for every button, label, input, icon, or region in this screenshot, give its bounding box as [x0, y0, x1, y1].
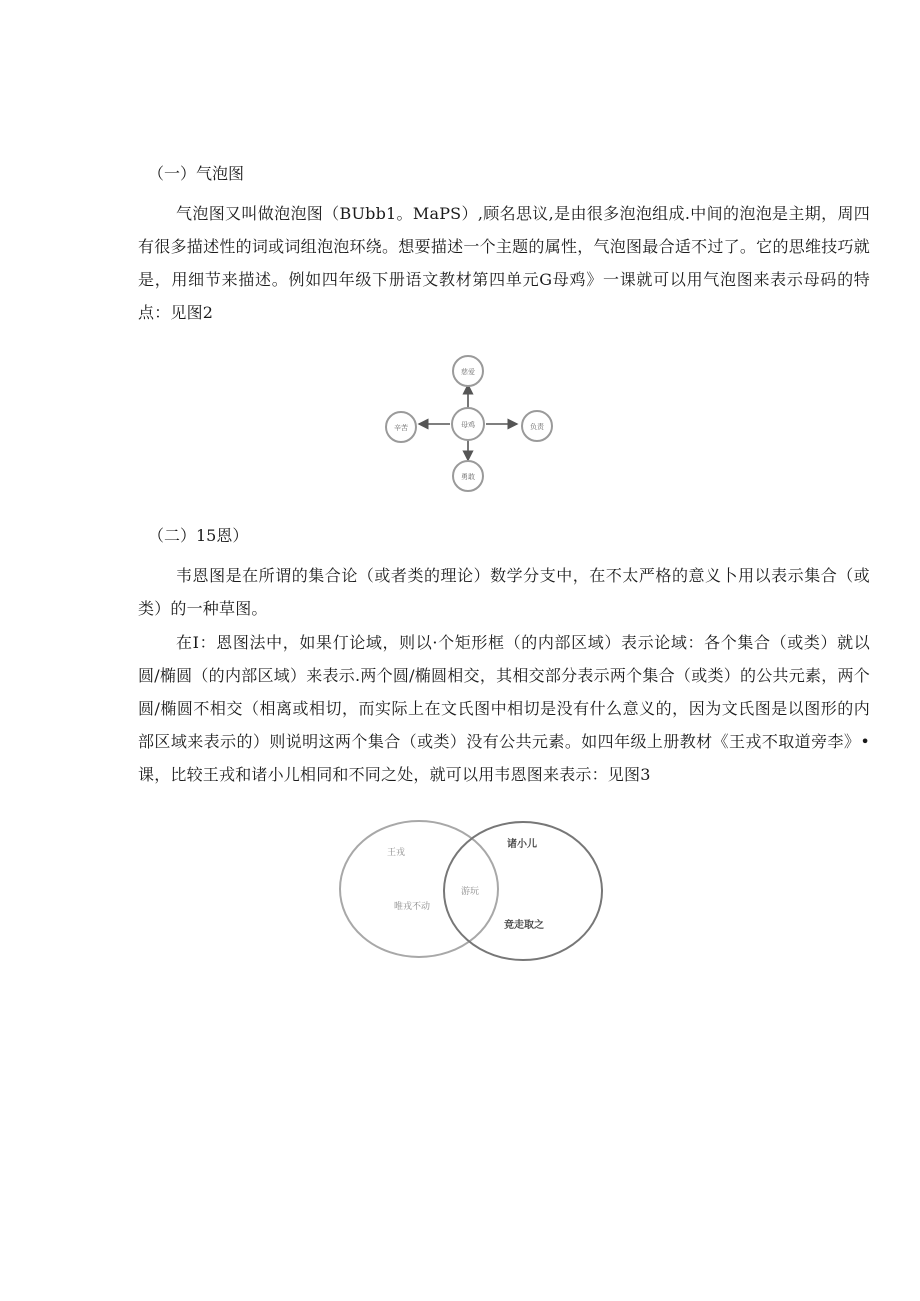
bubble-center: [452, 408, 484, 440]
bubble-map-figure: [374, 352, 574, 497]
section-heading-bubble-map: （一）气泡图: [148, 164, 245, 183]
venn-right-title: 诸小儿: [507, 839, 537, 850]
bubble-top: [453, 356, 483, 386]
bubble-right-label: 负责: [530, 423, 544, 431]
bubble-left: [386, 412, 416, 442]
bubble-bottom: [453, 461, 483, 491]
venn-diagram-figure: [334, 814, 610, 964]
bubble-right: [522, 411, 552, 441]
bubble-map-paragraph: 气泡图又叫做泡泡图（BUbb1。MaPS）,顾名思议,是由很多泡泡组成.中间的泡泡是主期，周四有很多描述性的词或词组泡泡环绕。想要描述一个主题的属性，气泡图最合适不过了。它的思维技巧就是，用细节来描述。例如四年级下册语文教材第四单元G母鸡》一课就可以用气泡图来表示母码的特点：见图2: [138, 204, 870, 322]
bubble-left-label: 辛苦: [394, 424, 408, 432]
venn-center-item: 游玩: [460, 887, 480, 897]
venn-right-item: 竞走取之: [504, 920, 544, 931]
bubble-top-label: 慈爱: [461, 368, 475, 376]
venn-paragraph-1: 韦恩图是在所谓的集合论（或者类的理论）数学分支中，在不太严格的意义卜用以表示集合（或类）的一种草图。: [138, 566, 870, 618]
venn-left-item: 唯戎不动: [393, 902, 431, 912]
bubble-bottom-label: 勇敢: [461, 473, 475, 481]
bubble-center-label: 母鸡: [461, 421, 475, 429]
section-heading-venn: （二）15恩）: [148, 526, 249, 545]
venn-left-title: 王戎: [386, 848, 406, 858]
venn-paragraph-2: 在I：恩图法中，如果仃论域，则以·个矩形框（的内部区域）表示论域：各个集合（或类）就以圆/椭圆（的内部区域）来表示.两个圆/椭圆相交，其相交部分表示两个集合（或类）的公共元素，两个圆/椭圆不相交（相离或相切，而实际上在文氏图中相切是没有什么意义的，因为文氏图是以图形的内部区域来表示的）则说明这两个集合（或类）没有公共元素。如四年级上册教材《王戎不取道旁李》•课，比较王戎和诸小儿相同和不同之处，就可以用韦恩图来表示：见图3: [138, 633, 870, 784]
